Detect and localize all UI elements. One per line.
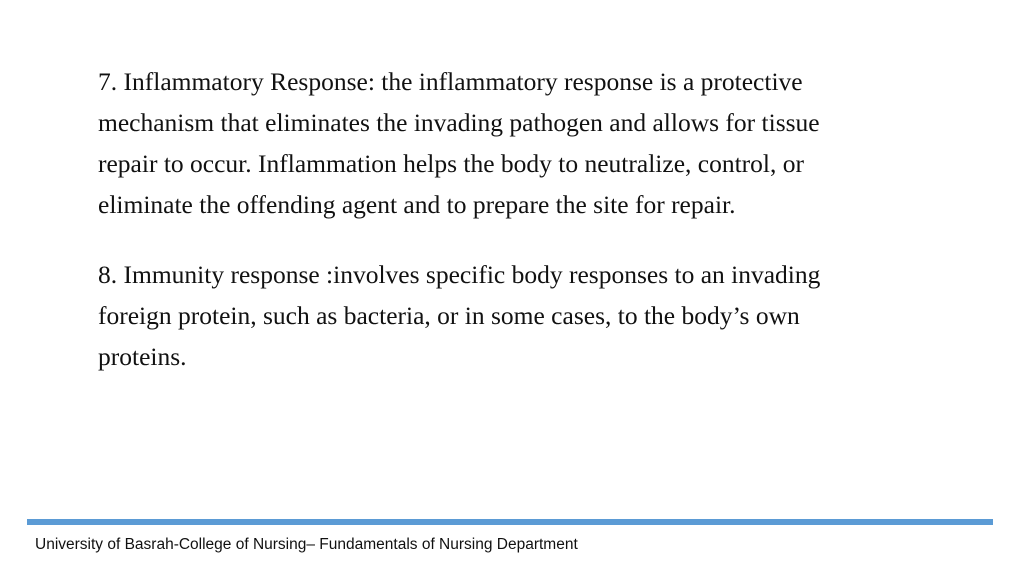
paragraph-inflammatory-response: 7. Inflammatory Response: the inflammatory response is a protective mechanism that eliminates the invading pathogen and allows for tissue repair to occur. Inflammation helps the body to neutralize, control, or eliminate the offending agent and to prepare the site for repair.: [98, 67, 820, 219]
paragraph-immunity-response: 8. Immunity response :involves specific body responses to an invading foreign protein, such as bacteria, or in some cases, to the body’s own proteins.: [98, 260, 821, 371]
slide-body: [98, 61, 968, 377]
footer-institution-text: University of Basrah-College of Nursing– Fundamentals of Nursing Department: [35, 536, 578, 553]
footer-divider: [27, 519, 993, 525]
